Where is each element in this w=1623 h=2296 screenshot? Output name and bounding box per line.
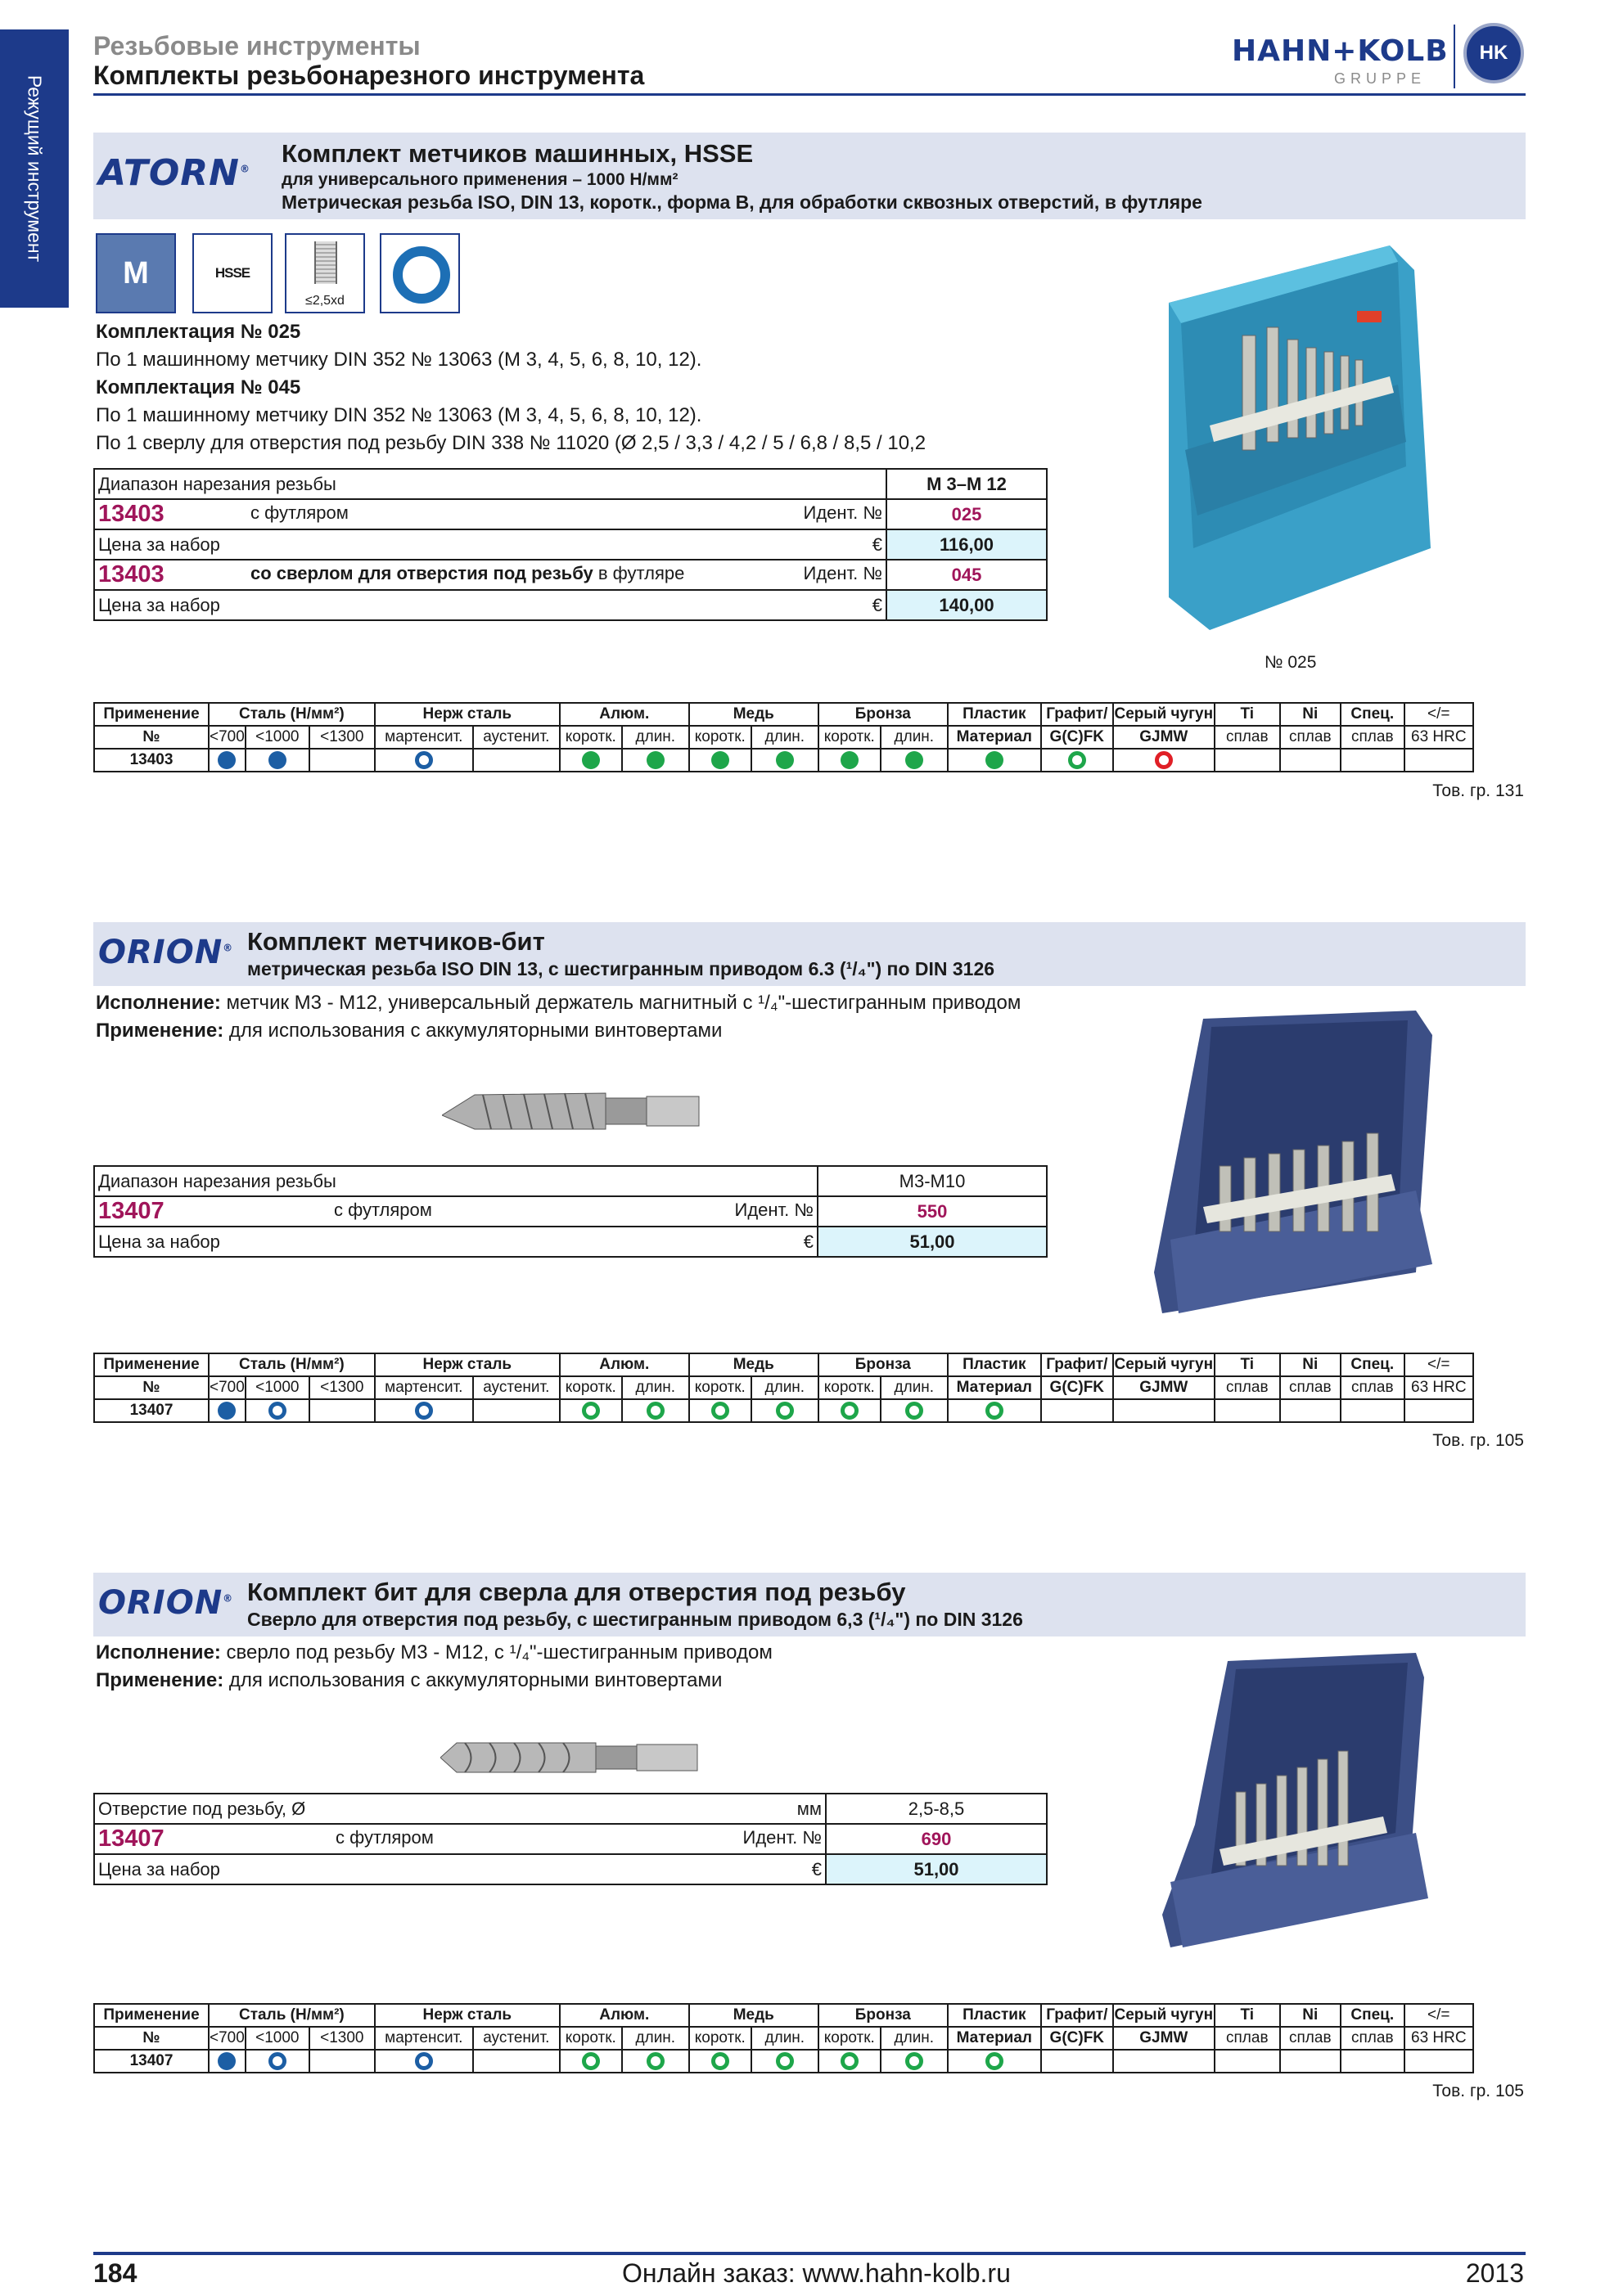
orion-logo: ORION® bbox=[98, 934, 234, 971]
app-subheader: № bbox=[94, 1376, 209, 1399]
price-label: Цена за набор bbox=[98, 594, 220, 615]
app-suitability-cell bbox=[1404, 1399, 1473, 1422]
page-category: Резьбовые инструменты bbox=[93, 31, 421, 61]
catalog-year: 2013 bbox=[1465, 2258, 1524, 2288]
app-header: Сталь (Н/мм²) bbox=[209, 2004, 375, 2027]
through-hole-icon bbox=[380, 233, 460, 313]
app-suitability-cell bbox=[751, 749, 818, 772]
range-label: Диапазон нарезания резьбы bbox=[94, 469, 886, 499]
app-subheader: <1000 bbox=[246, 1376, 309, 1399]
app-header: Спец. bbox=[1341, 2004, 1404, 2027]
suitability-dot-icon bbox=[268, 2052, 286, 2070]
ident-label: Идент. № bbox=[803, 502, 882, 523]
app-suitability-cell bbox=[1113, 749, 1215, 772]
app-subheader: Материал bbox=[948, 1376, 1041, 1399]
app-suitability-cell bbox=[1341, 2050, 1404, 2073]
app-subheader: длин. bbox=[881, 2027, 948, 2050]
product1-description: Метрическая резьба ISO, DIN 13, коротк., форма B, для обработки сквозных отверстий, в футляре bbox=[282, 191, 1202, 213]
app-subheader: длин. bbox=[751, 2027, 818, 2050]
app-header: Сталь (Н/мм²) bbox=[209, 703, 375, 726]
material-m-icon: M bbox=[96, 233, 176, 313]
company-logo-badge: HK bbox=[1463, 23, 1524, 83]
product2-subtitle: метрическая резьба ISO DIN 13, с шестигранным приводом 6.3 (¹/₄") по DIN 3126 bbox=[247, 958, 995, 979]
app-header: Применение bbox=[94, 1353, 209, 1376]
app-header: Графит/ bbox=[1041, 2004, 1113, 2027]
app-suitability-cell bbox=[622, 749, 689, 772]
app-article: 13407 bbox=[94, 1399, 209, 1422]
article-number: 13403 bbox=[98, 561, 165, 588]
app-suitability-cell bbox=[751, 2050, 818, 2073]
app-header: Спец. bbox=[1341, 1353, 1404, 1376]
app-suitability-cell bbox=[309, 749, 375, 772]
product3-group: Тов. гр. 105 bbox=[1432, 2082, 1524, 2100]
product2-title: Комплект метчиков-бит bbox=[247, 927, 545, 956]
thread-depth-label: ≤2,5xd bbox=[305, 294, 345, 308]
product1-group: Тов. гр. 131 bbox=[1432, 781, 1524, 800]
app-suitability-cell bbox=[948, 1399, 1041, 1422]
app-header: Спец. bbox=[1341, 703, 1404, 726]
atorn-logo: ATORN® bbox=[98, 152, 250, 194]
article-desc: с футляром bbox=[250, 502, 349, 523]
app-suitability-cell bbox=[1041, 2050, 1113, 2073]
suitability-dot-icon bbox=[905, 1402, 923, 1420]
suitability-dot-icon bbox=[582, 2052, 600, 2070]
app-subheader: <700 bbox=[209, 2027, 246, 2050]
article-row bbox=[94, 560, 1047, 590]
app-subheader: аустенит. bbox=[473, 1376, 560, 1399]
app-article: 13403 bbox=[94, 749, 209, 772]
page-title: Комплекты резьбонарезного инструмента bbox=[93, 61, 645, 90]
article-desc-bold: со сверлом для отверстия под резьбу bbox=[250, 563, 593, 583]
app-suitability-cell bbox=[209, 1399, 246, 1422]
app-subheader: G(C)FK bbox=[1041, 1376, 1113, 1399]
app-header: Ti bbox=[1215, 1353, 1280, 1376]
app-subheader: сплав bbox=[1215, 726, 1280, 749]
suitability-dot-icon bbox=[841, 2052, 859, 2070]
app-header: Ni bbox=[1280, 703, 1341, 726]
suitability-dot-icon bbox=[218, 1402, 236, 1420]
price-value: 116,00 bbox=[886, 529, 1047, 560]
product1-image bbox=[1120, 237, 1447, 646]
app-header: Применение bbox=[94, 2004, 209, 2027]
app-header: Ni bbox=[1280, 1353, 1341, 1376]
app-header: Нерж сталь bbox=[375, 1353, 560, 1376]
price-label: Цена за набор bbox=[98, 1858, 220, 1880]
suitability-dot-icon bbox=[218, 751, 236, 769]
app-suitability-cell bbox=[1404, 2050, 1473, 2073]
thread-depth-icon bbox=[285, 233, 365, 313]
suitability-dot-icon bbox=[776, 1402, 794, 1420]
product1-application-table bbox=[93, 702, 1474, 772]
product2-image bbox=[1146, 1002, 1449, 1330]
suitability-dot-icon bbox=[776, 2052, 794, 2070]
app-header: Алюм. bbox=[560, 2004, 689, 2027]
app-header: Ti bbox=[1215, 703, 1280, 726]
range-row bbox=[94, 469, 1047, 499]
side-tab-label: Режущий инструмент bbox=[24, 74, 46, 263]
app-subheader: сплав bbox=[1215, 1376, 1280, 1399]
app-header: Графит/ bbox=[1041, 703, 1113, 726]
app-subheader: коротк. bbox=[560, 1376, 622, 1399]
app-subheader: <1300 bbox=[309, 2027, 375, 2050]
bore-hole-icon bbox=[314, 241, 337, 284]
article-desc: с футляром bbox=[334, 1200, 432, 1220]
app-header: Пластик bbox=[948, 1353, 1041, 1376]
kit1-contents: По 1 машинному метчику DIN 352 № 13063 (M 3, 4, 5, 6, 8, 10, 12). bbox=[96, 349, 702, 371]
page-number: 184 bbox=[93, 2258, 138, 2288]
range-value: M 3–M 12 bbox=[886, 469, 1047, 499]
suitability-dot-icon bbox=[841, 751, 859, 769]
article-number: 13407 bbox=[98, 1826, 165, 1852]
app-header: Нерж сталь bbox=[375, 703, 560, 726]
app-header: Пластик bbox=[948, 2004, 1041, 2027]
app-subheader: коротк. bbox=[818, 1376, 881, 1399]
product1-title: Комплект метчиков машинных, HSSE bbox=[282, 139, 754, 168]
ident-number[interactable]: 690 bbox=[826, 1824, 1047, 1854]
suitability-dot-icon bbox=[905, 751, 923, 769]
app-header: Серый чугун bbox=[1113, 2004, 1215, 2027]
suitability-dot-icon bbox=[985, 1402, 1003, 1420]
app-subheader: коротк. bbox=[560, 726, 622, 749]
app-suitability-cell bbox=[375, 2050, 473, 2073]
exec-label: Исполнение: bbox=[96, 992, 221, 1014]
app-header: Применение bbox=[94, 703, 209, 726]
price-row bbox=[94, 590, 1047, 620]
app-subheader: сплав bbox=[1280, 1376, 1341, 1399]
app-suitability-cell bbox=[473, 749, 560, 772]
app-subheader: коротк. bbox=[560, 2027, 622, 2050]
app-subheader: длин. bbox=[881, 1376, 948, 1399]
product1-subtitle: для универсального применения – 1000 Н/мм² bbox=[282, 170, 679, 189]
app-suitability-cell bbox=[881, 1399, 948, 1422]
app-subheader: <1300 bbox=[309, 1376, 375, 1399]
app-subheader: G(C)FK bbox=[1041, 726, 1113, 749]
app-subheader: аустенит. bbox=[473, 726, 560, 749]
app-subheader: коротк. bbox=[818, 726, 881, 749]
app-suitability-cell bbox=[689, 2050, 751, 2073]
range-label: Отверстие под резьбу, Ø bbox=[98, 1798, 306, 1819]
price-value: 51,00 bbox=[826, 1854, 1047, 1884]
app-suitability-cell bbox=[818, 2050, 881, 2073]
app-suitability-cell bbox=[560, 749, 622, 772]
suitability-dot-icon bbox=[268, 1402, 286, 1420]
order-url[interactable]: Онлайн заказ: www.hahn-kolb.ru bbox=[622, 2258, 1011, 2288]
suitability-dot-icon bbox=[647, 1402, 665, 1420]
ident-label: Идент. № bbox=[742, 1827, 822, 1848]
product1-spec-table bbox=[93, 468, 1048, 621]
range-value: 2,5-8,5 bbox=[826, 1794, 1047, 1824]
app-suitability-cell bbox=[246, 1399, 309, 1422]
article-number: 13403 bbox=[98, 501, 165, 527]
app-suitability-cell bbox=[309, 1399, 375, 1422]
app-header: Медь bbox=[689, 1353, 818, 1376]
kit2-contents-taps: По 1 машинному метчику DIN 352 № 13063 (M 3, 4, 5, 6, 8, 10, 12). bbox=[96, 404, 702, 426]
product1-caption: № 025 bbox=[1265, 653, 1317, 672]
app-suitability-cell bbox=[246, 749, 309, 772]
currency-symbol: € bbox=[803, 1231, 814, 1252]
product3-spec-table bbox=[93, 1793, 1048, 1885]
app-suitability-cell bbox=[751, 1399, 818, 1422]
app-header: </= bbox=[1404, 1353, 1473, 1376]
app-subheader: GJMW bbox=[1113, 726, 1215, 749]
app-header: Графит/ bbox=[1041, 1353, 1113, 1376]
exec-text: метчик M3 - M12, универсальный держатель магнитный с ¹/₄"-шестигранным приводом bbox=[226, 992, 1021, 1014]
product3-header bbox=[93, 1573, 1526, 1636]
product2-spec-table bbox=[93, 1165, 1048, 1258]
app-subheader: мартенсит. bbox=[375, 1376, 473, 1399]
suitability-dot-icon bbox=[985, 2052, 1003, 2070]
app-suitability-cell bbox=[1341, 1399, 1404, 1422]
use-text: для использования с аккумуляторными винтовертами bbox=[228, 1020, 723, 1042]
app-header: Пластик bbox=[948, 703, 1041, 726]
app-subheader: 63 HRC bbox=[1404, 726, 1473, 749]
product2-application-table bbox=[93, 1353, 1474, 1423]
app-subheader: длин. bbox=[622, 1376, 689, 1399]
app-suitability-cell bbox=[622, 2050, 689, 2073]
suitability-dot-icon bbox=[985, 751, 1003, 769]
app-suitability-cell bbox=[473, 2050, 560, 2073]
kit2-title: Комплектация № 045 bbox=[96, 376, 301, 398]
kit1-title: Комплектация № 025 bbox=[96, 321, 301, 343]
suitability-dot-icon bbox=[268, 751, 286, 769]
app-header: Алюм. bbox=[560, 703, 689, 726]
app-subheader: сплав bbox=[1280, 2027, 1341, 2050]
app-suitability-cell bbox=[375, 749, 473, 772]
app-header: Сталь (Н/мм²) bbox=[209, 1353, 375, 1376]
app-subheader: длин. bbox=[751, 726, 818, 749]
exec-label: Исполнение: bbox=[96, 1641, 221, 1663]
range-unit: мм bbox=[796, 1798, 822, 1819]
suitability-dot-icon bbox=[647, 751, 665, 769]
app-subheader: <1000 bbox=[246, 726, 309, 749]
app-subheader: сплав bbox=[1341, 2027, 1404, 2050]
app-suitability-cell bbox=[246, 2050, 309, 2073]
app-suitability-cell bbox=[1280, 2050, 1341, 2073]
suitability-dot-icon bbox=[1068, 751, 1086, 769]
app-suitability-cell bbox=[1215, 2050, 1280, 2073]
range-value: M3-M10 bbox=[818, 1166, 1047, 1196]
app-subheader: 63 HRC bbox=[1404, 2027, 1473, 2050]
suitability-dot-icon bbox=[1155, 751, 1173, 769]
app-subheader: Материал bbox=[948, 2027, 1041, 2050]
app-header: Бронза bbox=[818, 2004, 948, 2027]
app-suitability-cell bbox=[1280, 749, 1341, 772]
ident-label: Идент. № bbox=[734, 1200, 814, 1220]
suitability-dot-icon bbox=[776, 751, 794, 769]
app-header: Ni bbox=[1280, 2004, 1341, 2027]
price-value: 51,00 bbox=[818, 1227, 1047, 1257]
app-suitability-cell bbox=[1404, 749, 1473, 772]
app-suitability-cell bbox=[1215, 1399, 1280, 1422]
app-suitability-cell bbox=[209, 749, 246, 772]
currency-symbol: € bbox=[811, 1858, 822, 1880]
suitability-dot-icon bbox=[647, 2052, 665, 2070]
app-subheader: GJMW bbox=[1113, 1376, 1215, 1399]
app-suitability-cell bbox=[689, 1399, 751, 1422]
app-header: Алюм. bbox=[560, 1353, 689, 1376]
price-label: Цена за набор bbox=[98, 1231, 220, 1252]
currency-symbol: € bbox=[872, 533, 882, 555]
app-subheader: коротк. bbox=[818, 2027, 881, 2050]
product3-application-table bbox=[93, 2003, 1474, 2073]
ident-label: Идент. № bbox=[803, 563, 882, 583]
app-subheader: <700 bbox=[209, 726, 246, 749]
app-suitability-cell bbox=[818, 749, 881, 772]
app-header: Нерж сталь bbox=[375, 2004, 560, 2027]
app-suitability-cell bbox=[309, 2050, 375, 2073]
article-number: 13407 bbox=[98, 1198, 165, 1224]
tap-bit-image bbox=[442, 1078, 704, 1144]
suitability-dot-icon bbox=[841, 1402, 859, 1420]
app-subheader: длин. bbox=[751, 1376, 818, 1399]
kit2-contents-drills: По 1 сверлу для отверстия под резьбу DIN 338 № 11020 (Ø 2,5 / 3,3 / 4,2 / 5 / 6,8 / 8,5 / 10,2 bbox=[96, 432, 926, 454]
header-divider bbox=[93, 93, 1526, 96]
app-subheader: мартенсит. bbox=[375, 2027, 473, 2050]
app-subheader: аустенит. bbox=[473, 2027, 560, 2050]
suitability-dot-icon bbox=[415, 751, 433, 769]
app-suitability-cell bbox=[622, 1399, 689, 1422]
company-logo-gruppe: GRUPPE bbox=[1334, 70, 1427, 87]
ident-number[interactable]: 045 bbox=[886, 560, 1047, 590]
app-suitability-cell bbox=[881, 2050, 948, 2073]
app-subheader: <1000 bbox=[246, 2027, 309, 2050]
app-suitability-cell bbox=[560, 1399, 622, 1422]
product2-group: Тов. гр. 105 bbox=[1432, 1431, 1524, 1450]
app-suitability-cell bbox=[1041, 1399, 1113, 1422]
app-suitability-cell bbox=[209, 2050, 246, 2073]
app-suitability-cell bbox=[689, 749, 751, 772]
app-article: 13407 bbox=[94, 2050, 209, 2073]
app-subheader: сплав bbox=[1280, 726, 1341, 749]
product1-header bbox=[93, 133, 1526, 219]
app-suitability-cell bbox=[1113, 2050, 1215, 2073]
ident-number[interactable]: 550 bbox=[818, 1196, 1047, 1227]
suitability-dot-icon bbox=[415, 1402, 433, 1420]
hsse-icon: HSSE bbox=[192, 233, 273, 313]
price-label: Цена за набор bbox=[98, 533, 220, 555]
suitability-dot-icon bbox=[218, 2052, 236, 2070]
app-header: </= bbox=[1404, 703, 1473, 726]
price-row bbox=[94, 529, 1047, 560]
product3-subtitle: Сверло для отверстия под резьбу, с шестигранным приводом 6,3 (¹/₄") по DIN 3126 bbox=[247, 1609, 1023, 1630]
app-suitability-cell bbox=[948, 2050, 1041, 2073]
app-subheader: 63 HRC bbox=[1404, 1376, 1473, 1399]
app-subheader: Материал bbox=[948, 726, 1041, 749]
suitability-dot-icon bbox=[582, 751, 600, 769]
suitability-dot-icon bbox=[711, 2052, 729, 2070]
range-label: Диапазон нарезания резьбы bbox=[94, 1166, 818, 1196]
product2-header bbox=[93, 922, 1526, 986]
app-subheader: сплав bbox=[1215, 2027, 1280, 2050]
suitability-dot-icon bbox=[711, 751, 729, 769]
app-subheader: <1300 bbox=[309, 726, 375, 749]
product3-title: Комплект бит для сверла для отверстия под резьбу bbox=[247, 1578, 906, 1606]
app-suitability-cell bbox=[1280, 1399, 1341, 1422]
app-subheader: № bbox=[94, 726, 209, 749]
app-suitability-cell bbox=[560, 2050, 622, 2073]
use-label: Применение: bbox=[96, 1020, 224, 1042]
company-logo-text: HAHN+KOLB bbox=[1232, 34, 1449, 68]
app-subheader: коротк. bbox=[689, 726, 751, 749]
app-suitability-cell bbox=[818, 1399, 881, 1422]
use-label: Применение: bbox=[96, 1669, 224, 1691]
suitability-dot-icon bbox=[711, 1402, 729, 1420]
price-value: 140,00 bbox=[886, 590, 1047, 620]
app-subheader: № bbox=[94, 2027, 209, 2050]
app-header: Медь bbox=[689, 2004, 818, 2027]
exec-text: сверло под резьбу M3 - M12, с ¹/₄"-шестигранным приводом bbox=[226, 1641, 773, 1663]
app-header: Бронза bbox=[818, 703, 948, 726]
suitability-dot-icon bbox=[905, 2052, 923, 2070]
app-suitability-cell bbox=[473, 1399, 560, 1422]
app-header: </= bbox=[1404, 2004, 1473, 2027]
currency-symbol: € bbox=[872, 594, 882, 615]
use-text: для использования с аккумуляторными винтовертами bbox=[228, 1669, 723, 1691]
app-subheader: коротк. bbox=[689, 1376, 751, 1399]
suitability-dot-icon bbox=[582, 1402, 600, 1420]
app-subheader: мартенсит. bbox=[375, 726, 473, 749]
app-subheader: длин. bbox=[622, 2027, 689, 2050]
logo-separator bbox=[1454, 25, 1455, 88]
app-subheader: длин. bbox=[881, 726, 948, 749]
app-header: Ti bbox=[1215, 2004, 1280, 2027]
app-suitability-cell bbox=[375, 1399, 473, 1422]
article-desc: с футляром bbox=[336, 1827, 434, 1848]
app-subheader: сплав bbox=[1341, 726, 1404, 749]
article-row bbox=[94, 499, 1047, 529]
app-subheader: GJMW bbox=[1113, 2027, 1215, 2050]
suitability-dot-icon bbox=[415, 2052, 433, 2070]
app-suitability-cell bbox=[881, 749, 948, 772]
app-subheader: длин. bbox=[622, 726, 689, 749]
ident-number[interactable]: 025 bbox=[886, 499, 1047, 529]
through-hole-ring-icon bbox=[393, 246, 450, 304]
app-header: Серый чугун bbox=[1113, 1353, 1215, 1376]
app-subheader: <700 bbox=[209, 1376, 246, 1399]
orion-logo: ORION® bbox=[98, 1584, 234, 1622]
app-header: Бронза bbox=[818, 1353, 948, 1376]
app-suitability-cell bbox=[1215, 749, 1280, 772]
app-header: Серый чугун bbox=[1113, 703, 1215, 726]
article-desc: в футляре bbox=[597, 563, 685, 583]
side-tab bbox=[0, 29, 69, 308]
app-subheader: коротк. bbox=[689, 2027, 751, 2050]
app-suitability-cell bbox=[1341, 749, 1404, 772]
app-suitability-cell bbox=[1113, 1399, 1215, 1422]
drill-bit-image bbox=[440, 1733, 702, 1782]
footer-divider bbox=[93, 2252, 1526, 2255]
app-suitability-cell bbox=[948, 749, 1041, 772]
app-suitability-cell bbox=[1041, 749, 1113, 772]
app-subheader: G(C)FK bbox=[1041, 2027, 1113, 2050]
product3-image bbox=[1146, 1653, 1440, 1964]
app-subheader: сплав bbox=[1341, 1376, 1404, 1399]
app-header: Медь bbox=[689, 703, 818, 726]
